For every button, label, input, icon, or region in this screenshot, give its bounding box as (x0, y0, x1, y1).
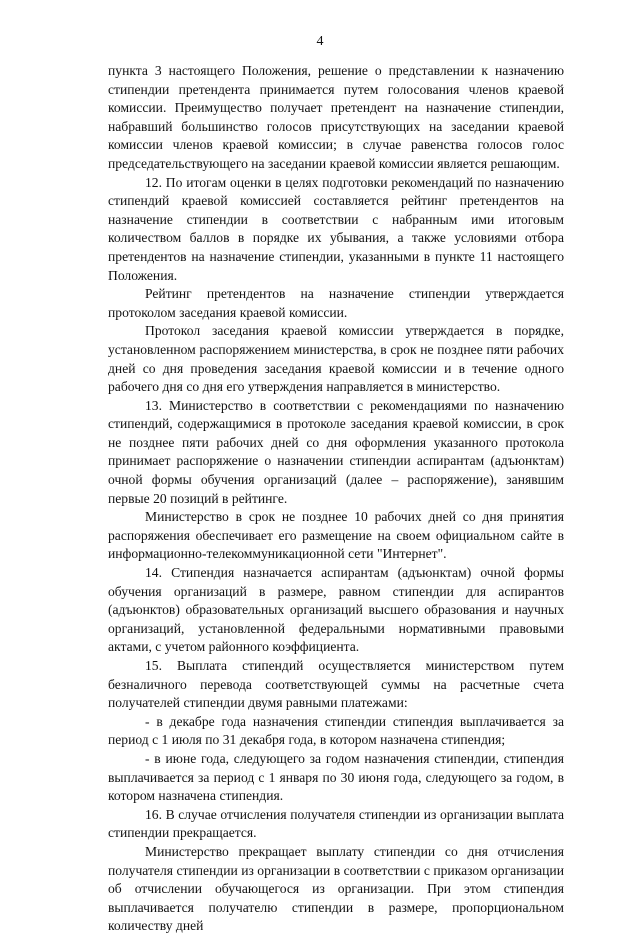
paragraph-item-16: 16. В случае отчисления получателя стипендии из организации выплата стипендии прекращается. (108, 806, 564, 841)
paragraph-termination: Министерство прекращает выплату стипендии со дня отчисления получателя стипендии из организации в соответствии с приказом организации об отчислении обучающегося из организации. При этом стипендия выплачивается получателю стипендии в размере, пропорциональном количеству дней (108, 843, 564, 934)
document-body (108, 62, 564, 936)
list-item-december-payment: - в декабре года назначения стипендии стипендия выплачивается за период с 1 июля по 31 декабря года, в котором назначена стипендия; (108, 713, 564, 748)
paragraph-website-publication: Министерство в срок не позднее 10 рабочих дней со дня принятия распоряжения обеспечивает его размещение на своем официальном сайте в информационно-телекоммуникационной сети "Интернет". (108, 509, 564, 562)
paragraph-item-12: 12. По итогам оценки в целях подготовки рекомендаций по назначению стипендий краевой комиссией составляется рейтинг претендентов на назначение стипендии в соответствии с набранным ими итоговым количеством баллов в порядке их убывания, а также условиями отбора претендентов на назначение стипендии, указанными в пункте 11 настоящего Положения. (108, 174, 564, 283)
page-number: 4 (316, 34, 324, 49)
paragraph-item-13: 13. Министерство в соответствии с рекомендациями по назначению стипендий, содержащимися в протоколе заседания краевой комиссии, в срок не позднее пяти рабочих дней со дня оформления указанного протокола принимает распоряжение о назначении стипендии аспирантам (адъюнктам) очной формы обучения организаций (далее – распоряжение), занявшим первые 20 позиций в рейтинге. (108, 397, 564, 506)
list-item-june-payment: - в июне года, следующего за годом назначения стипендии, стипендия выплачивается за период с 1 января по 30 июня года, следующего за годом, в котором назначена стипендия. (108, 750, 564, 804)
paragraph-continuation: пункта 3 настоящего Положения, решение о представлении к назначению стипендии претендента принимается путем голосования членов краевой комиссии. Преимущество получает претендент на назначение стипендии, набравший большинство голосов присутствующих на заседании краевой комиссии членов краевой комиссии; в случае равенства голосов голос председательствующего на заседании краевой комиссии является решающим. (108, 63, 564, 171)
paragraph-protocol-approval: Протокол заседания краевой комиссии утверждается в порядке, установленном распоряжением министерства, в срок не позднее пяти рабочих дней со дня проведения заседания краевой комиссии и в течение одного рабочего дня со дня его утверждения направляется в министерство. (108, 323, 564, 395)
paragraph-item-15: 15. Выплата стипендий осуществляется министерством путем безналичного перевода соответствующей суммы на расчетные счета получателей стипендии двумя равными платежами: (108, 658, 564, 711)
paragraph-rating-approval: Рейтинг претендентов на назначение стипендии утверждается протоколом заседания краевой комиссии. (108, 286, 564, 320)
paragraph-item-14: 14. Стипендия назначается аспирантам (адъюнктам) очной формы обучения организаций в размере, равном стипендии для аспирантов (адъюнктов) образовательных организаций высшего образования и научных организаций, установленной федеральными нормативными правовыми актами, с учетом районного коэффициента. (108, 565, 564, 655)
